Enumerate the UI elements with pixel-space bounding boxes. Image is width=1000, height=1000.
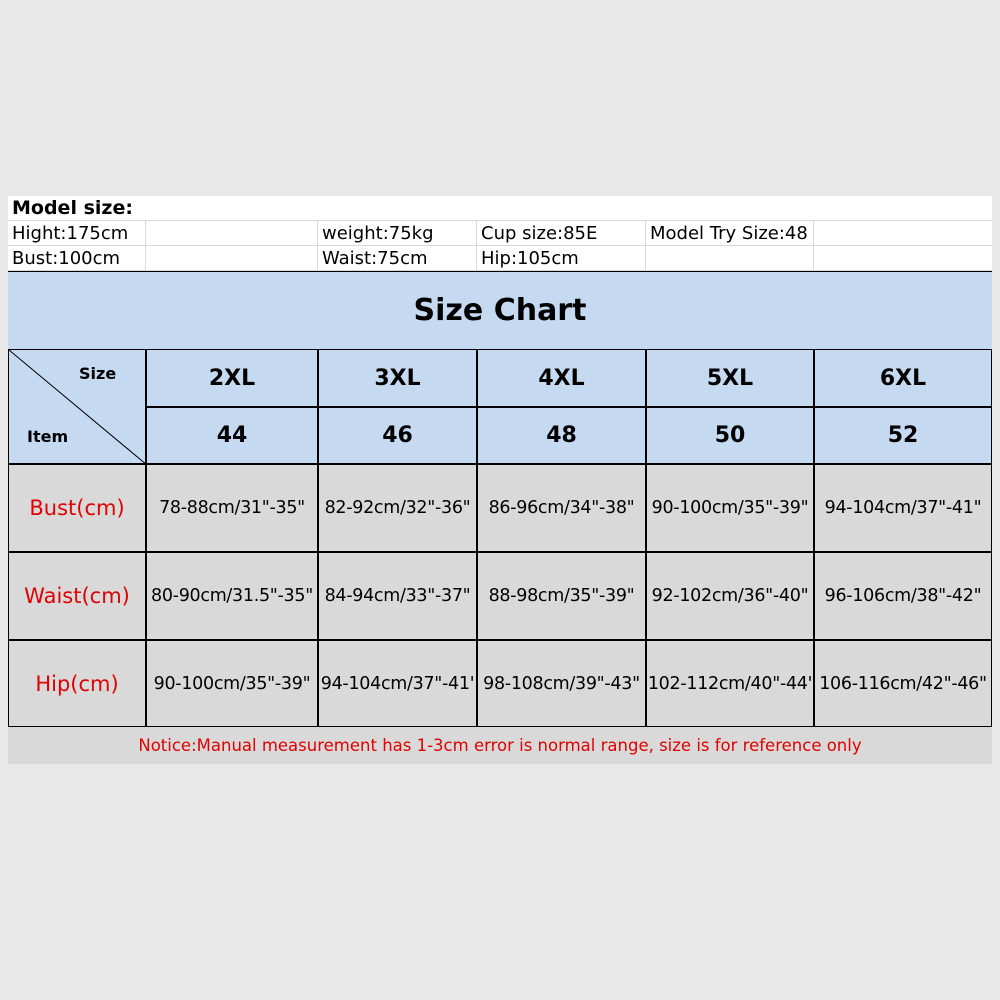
size-item-corner (8, 349, 146, 464)
empty-cell (814, 221, 992, 246)
table-cell: 82-92cm/32"-36" (318, 464, 477, 552)
corner-size-label: Size (79, 364, 117, 383)
eu-size-52: 52 (814, 407, 992, 464)
table-cell: 78-88cm/31"-35" (146, 464, 318, 552)
notice-text: Notice:Manual measurement has 1-3cm error is normal range, size is for reference only (8, 727, 992, 764)
empty-cell (146, 221, 318, 246)
size-header-3xl: 3XL (318, 349, 477, 407)
model-size-title: Model size: (8, 196, 992, 221)
table-cell: 80-90cm/31.5"-35" (146, 552, 318, 640)
size-header-4xl: 4XL (477, 349, 646, 407)
table-cell: 90-100cm/35"-39" (646, 464, 814, 552)
row-label-bust: Bust(cm) (8, 464, 146, 552)
table-cell: 92-102cm/36"-40" (646, 552, 814, 640)
table-cell: 94-104cm/37"-41' (318, 640, 477, 727)
model-height: Hight:175cm (8, 221, 146, 246)
table-cell: 84-94cm/33"-37" (318, 552, 477, 640)
corner-diagonal-line (9, 350, 147, 465)
model-try-size: Model Try Size:48 (646, 221, 814, 246)
model-cup-size: Cup size:85E (477, 221, 646, 246)
empty-cell (146, 246, 318, 271)
model-waist: Waist:75cm (318, 246, 477, 271)
table-cell: 106-116cm/42"-46" (814, 640, 992, 727)
table-cell: 102-112cm/40"-44' (646, 640, 814, 727)
model-weight: weight:75kg (318, 221, 477, 246)
size-header-2xl: 2XL (146, 349, 318, 407)
table-cell: 98-108cm/39"-43" (477, 640, 646, 727)
empty-cell (646, 246, 814, 271)
table-cell: 94-104cm/37"-41" (814, 464, 992, 552)
size-header-5xl: 5XL (646, 349, 814, 407)
size-chart-title: Size Chart (8, 271, 992, 349)
eu-size-46: 46 (318, 407, 477, 464)
model-hip: Hip:105cm (477, 246, 646, 271)
size-chart-sheet (8, 196, 992, 764)
row-label-waist: Waist(cm) (8, 552, 146, 640)
table-cell: 96-106cm/38"-42" (814, 552, 992, 640)
table-cell: 88-98cm/35"-39" (477, 552, 646, 640)
eu-size-48: 48 (477, 407, 646, 464)
row-label-hip: Hip(cm) (8, 640, 146, 727)
table-cell: 90-100cm/35"-39" (146, 640, 318, 727)
eu-size-44: 44 (146, 407, 318, 464)
empty-cell (814, 246, 992, 271)
corner-item-label: Item (27, 427, 69, 446)
table-cell: 86-96cm/34"-38" (477, 464, 646, 552)
eu-size-50: 50 (646, 407, 814, 464)
size-header-6xl: 6XL (814, 349, 992, 407)
model-bust: Bust:100cm (8, 246, 146, 271)
